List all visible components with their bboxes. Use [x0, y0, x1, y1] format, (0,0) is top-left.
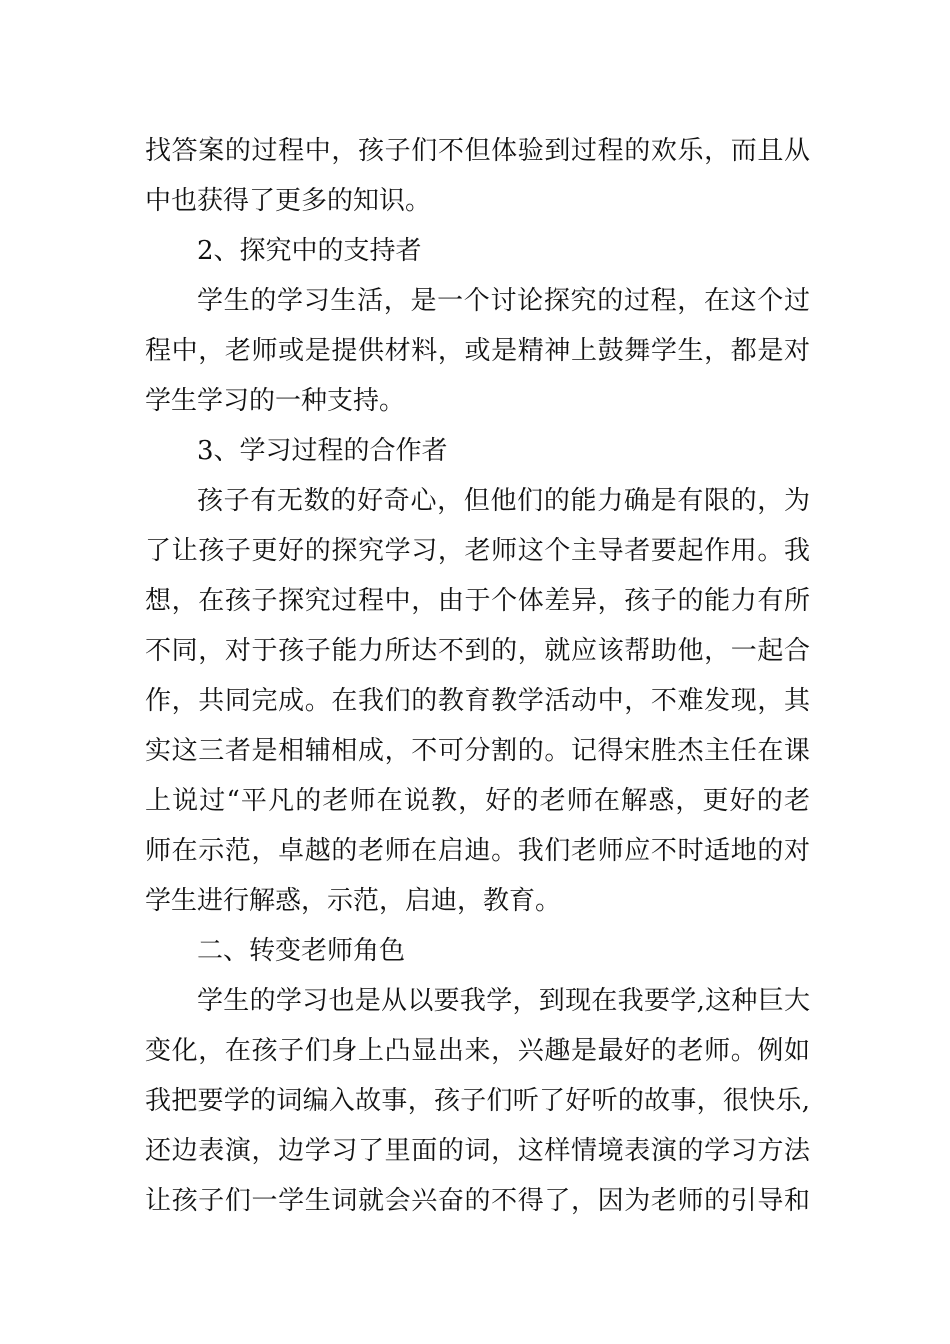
paragraph-line: 师在示范，卓越的老师在启迪。我们老师应不时适地的对 [145, 836, 810, 866]
paragraph-line: 学生的学习生活，是一个讨论探究的过程，在这个过 [197, 286, 810, 316]
paragraph-line: 作，共同完成。在我们的教育教学活动中，不难发现，其 [145, 686, 810, 716]
section-heading: 2、探究中的支持者 [197, 236, 422, 266]
paragraph-line: 实这三者是相辅相成，不可分割的。记得宋胜杰主任在课 [145, 736, 810, 766]
paragraph-line: 了让孩子更好的探究学习，老师这个主导者要起作用。我 [145, 536, 810, 566]
paragraph-line: 学生学习的一种支持。 [145, 386, 406, 416]
paragraph-line: 上说过“平凡的老师在说教，好的老师在解惑，更好的老 [145, 786, 810, 816]
paragraph-line: 让孩子们一学生词就会兴奋的不得了，因为老师的引导和 [145, 1186, 810, 1216]
paragraph-line: 变化，在孩子们身上凸显出来，兴趣是最好的老师。例如 [145, 1036, 810, 1066]
paragraph-line: 中也获得了更多的知识。 [145, 186, 432, 216]
paragraph-line: 我把要学的词编入故事，孩子们听了好听的故事，很快乐, [145, 1086, 810, 1116]
section-heading: 3、学习过程的合作者 [197, 436, 448, 466]
paragraph-line: 学生的学习也是从以要我学，到现在我要学,这种巨大 [197, 986, 810, 1016]
paragraph-line: 孩子有无数的好奇心，但他们的能力确是有限的，为 [197, 486, 810, 516]
section-heading: 二、转变老师角色 [197, 936, 406, 966]
paragraph-line: 还边表演，边学习了里面的词，这样情境表演的学习方法 [145, 1136, 810, 1166]
paragraph-line: 程中，老师或是提供材料，或是精神上鼓舞学生，都是对 [145, 336, 810, 366]
paragraph-line: 不同，对于孩子能力所达不到的，就应该帮助他，一起合 [145, 636, 810, 666]
paragraph-line: 学生进行解惑，示范，启迪，教育。 [145, 886, 562, 916]
paragraph-line: 想，在孩子探究过程中，由于个体差异，孩子的能力有所 [145, 586, 810, 616]
paragraph-line: 找答案的过程中，孩子们不但体验到过程的欢乐，而且从 [145, 136, 810, 166]
